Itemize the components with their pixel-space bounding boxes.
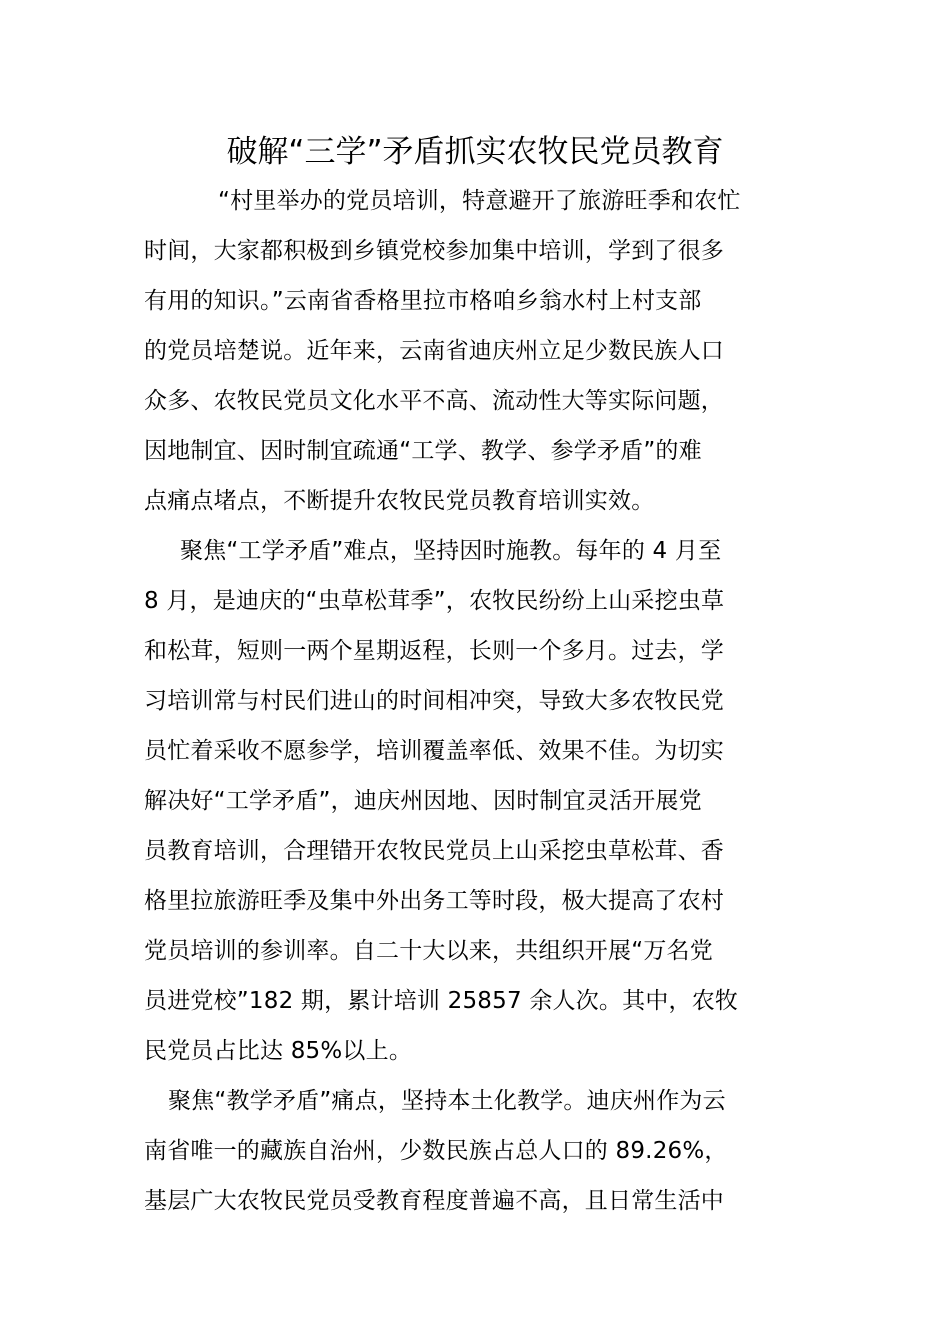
paragraph-line: 的党员培楚说。近年来，云南省迪庆州立足少数民族人口 <box>144 338 724 364</box>
paragraph-line: 众多、农牧民党员文化水平不高、流动性大等实际问题， <box>144 388 724 414</box>
paragraph-line: 时间，大家都积极到乡镇党校参加集中培训，学到了很多 <box>144 238 724 264</box>
paragraph-line: 格里拉旅游旺季及集中外出务工等时段，极大提高了农村 <box>144 888 724 914</box>
paragraph-line: 解决好“工学矛盾”，迪庆州因地、因时制宜灵活开展党 <box>144 788 702 814</box>
paragraph-line: 基层广大农牧民党员受教育程度普遍不高，且日常生活中 <box>144 1188 724 1214</box>
paragraph-line: 员忙着采收不愿参学，培训覆盖率低、效果不佳。为切实 <box>144 738 724 764</box>
paragraph-line: 点痛点堵点，不断提升农牧民党员教育培训实效。 <box>144 488 655 514</box>
paragraph-line: 员教育培训，合理错开农牧民党员上山采挖虫草松茸、香 <box>144 838 724 864</box>
paragraph-line: “村里举办的党员培训，特意避开了旅游旺季和农忙 <box>218 188 741 214</box>
paragraph-line: 因地制宜、因时制宜疏通“工学、教学、参学矛盾”的难 <box>144 438 702 464</box>
paragraph-line: 党员培训的参训率。自二十大以来，共组织开展“万名党 <box>144 938 713 964</box>
paragraph-line: 和松茸，短则一两个星期返程，长则一个多月。过去，学 <box>144 638 724 664</box>
paragraph-line: 员进党校”182 期，累计培训 25857 余人次。其中，农牧 <box>144 988 739 1014</box>
paragraph-line: 聚焦“教学矛盾”痛点，坚持本土化教学。迪庆州作为云 <box>168 1088 726 1114</box>
document-title: 破解“三学”矛盾抓实农牧民党员教育 <box>226 134 724 170</box>
paragraph-line: 有用的知识。”云南省香格里拉市格咱乡翁水村上村支部 <box>144 288 702 314</box>
paragraph-line: 南省唯一的藏族自治州，少数民族占总人口的 89.26%， <box>144 1138 728 1164</box>
paragraph-line: 习培训常与村民们进山的时间相冲突，导致大多农牧民党 <box>144 688 724 714</box>
paragraph-line: 聚焦“工学矛盾”难点，坚持因时施教。每年的 4 月至 <box>180 538 722 564</box>
paragraph-line: 民党员占比达 85%以上。 <box>144 1038 413 1064</box>
paragraph-line: 8 月，是迪庆的“虫草松茸季”，农牧民纷纷上山采挖虫草 <box>144 588 725 614</box>
